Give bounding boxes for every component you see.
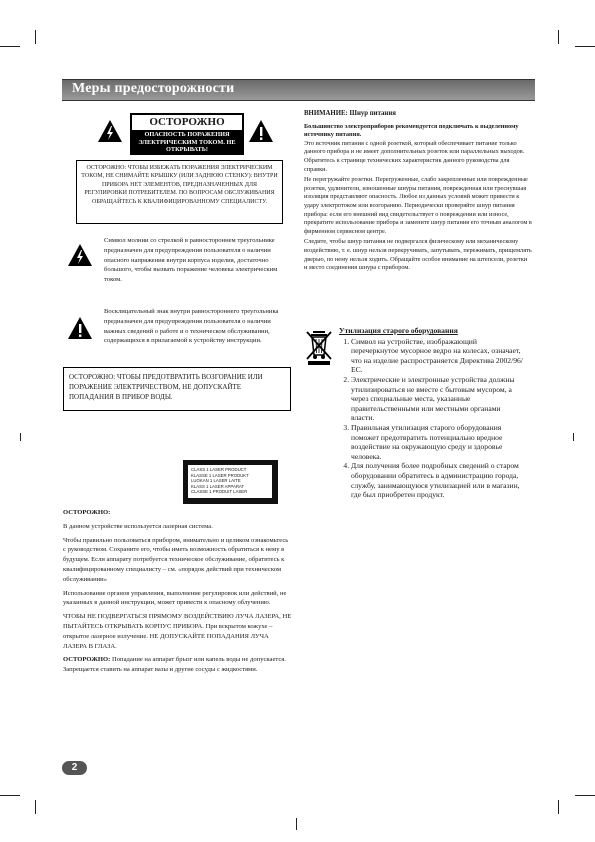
laser-liquid-warning-text: Попадание на аппарат брызг или капель воды не допускается. Запрещается ставить на аппарат вазы и другие сосуды с жидкостями.: [63, 656, 286, 674]
page-number: 2: [62, 761, 87, 775]
crop-mark: [575, 795, 595, 796]
caution-label-box: [130, 113, 244, 155]
laser-heading: ОСТОРОЖНО:: [63, 509, 111, 516]
laser-label-line: KLASSE 1 LASER PRODUKT: [191, 472, 249, 478]
crop-mark: [575, 46, 595, 47]
crop-mark: [296, 818, 297, 830]
crop-mark: [558, 30, 559, 44]
exclamation-warning-icon: [248, 119, 274, 143]
laser-liquid-warning: [63, 655, 292, 675]
laser-section: [63, 508, 292, 675]
list-item: 4. Для получения более подробных сведений о старом оборудовании обратитесь в администрацию города, службу, занимающуюся утилизацией или в магазин, где был приобретен продукт.: [351, 461, 524, 499]
power-lead: Большинство электроприборов рекомендуется подключать к выделенному источнику питания.: [304, 122, 519, 139]
power-heading: ВНИМАНИЕ: Шнур питания: [304, 110, 396, 117]
crossed-bin-icon: [305, 328, 333, 366]
power-paragraph: Следите, чтобы шнур питания не подвергался физическому или механическому воздействию, т. е. шнур нельзя перекручивать, запутывать, пережимать, прищемлять дверью, по нему нельзя ходить. Обращайте особое внимание на штепсели, розетки и место соединения шнура с прибором.: [304, 238, 532, 272]
laser-paragraph: В данном устройстве используется лазерная система.: [63, 522, 213, 530]
fire-warning-text: ОСТОРОЖНО: ЧТОБЫ ПРЕДОТВРАТИТЬ ВОЗГОРАНИЕ ИЛИ ПОРАЖЕНИЕ ЭЛЕКТРИЧЕСТВОМ, НЕ ДОПУСКАЙТЕ ПОПАДАНИЯ В ПРИБОР ВОДЫ.: [69, 373, 263, 401]
page-title: Меры предосторожности: [72, 81, 235, 96]
list-item: 2. Электрические и электронные устройства должны утилизироваться не вместе с бытовым мусором, а через специальные места, указанные правительственными или местными органами власти.: [351, 375, 524, 423]
disposal-list: [339, 337, 524, 500]
lightning-warning-icon: [97, 119, 123, 143]
laser-class-label: [183, 460, 278, 504]
disposal-heading: Утилизация старого оборудования: [339, 326, 458, 335]
laser-label-line: CLASSE 1 PRODUIT LASER: [191, 489, 248, 494]
laser-label-line: KLASS 1 LASER APPARAT: [191, 483, 245, 489]
caution-notice-box: [76, 160, 283, 224]
exclamation-warning-icon: [67, 316, 93, 340]
caution-subtitle: ОПАСНОСТЬ ПОРАЖЕНИЯ ЭЛЕКТРИЧЕСКИМ ТОКОМ. НЕ ОТКРЫВАТЬ!: [138, 131, 236, 153]
exclamation-symbol-description: Восклицательный знак внутри равностороннего треугольника предназначен для предупреждения пользователя о наличии важных сведений о работе и о техническом обслуживании, содержащихся в прилагаемой к устройству инструкции.: [104, 308, 279, 345]
caution-title: ОСТОРОЖНО: [132, 115, 242, 130]
crop-mark: [0, 46, 20, 47]
section-header-bar: [62, 79, 535, 101]
list-item: 3. Правильная утилизация старого оборудования поможет предотвратить потенциально вредное воздействие на окружающую среду и здоровье человека.: [351, 423, 524, 461]
list-item: 1. Символ на устройстве, изображающий перечеркнутое мусорное ведро на колесах, означает, что на изделие распространяется Директива 2002/96/ЕС.: [351, 337, 524, 375]
laser-paragraph: Использование органов управления, выполнение регулировок или действий, не указанных в данной инструкции, может привести к опасному облучению.: [63, 589, 287, 607]
laser-label-line: LUOKAN 1 LASER LAITE: [191, 478, 241, 483]
disposal-section: [339, 326, 524, 500]
crop-mark: [35, 30, 36, 44]
crop-mark: [0, 795, 20, 796]
crop-mark: [35, 800, 36, 814]
crop-mark: [573, 433, 574, 441]
laser-paragraph: ЧТОБЫ НЕ ПОДВЕРГАТЬСЯ ПРЯМОМУ ВОЗДЕЙСТВИЮ ЛУЧА ЛАЗЕРА, НЕ ПЫТАЙТЕСЬ ОТКРЫВАТЬ КОРПУС ПРИБОРА. При вскрытом кожухе – открытое лазерное излучение. НЕ ДОПУСКАЙТЕ ПОПАДАНИЯ ЛУЧА ЛАЗЕРА В ГЛАЗА.: [63, 613, 292, 650]
power-paragraph: Это источник питания с одной розеткой, который обеспечивает питание только данного прибора и не имеет дополнительных розеток или параллельных выходов. Обратитесь к странице технических характеристик данного руководства для справки.: [304, 139, 525, 173]
crop-mark: [20, 433, 21, 441]
laser-label-line: CLASS 1 LASER PRODUCT: [191, 467, 247, 472]
power-paragraph: Не перегружайте розетки. Перегруженные, слабо закрепленные или поврежденные розетки, удлинители, изношенные шнуры питания, поврежденная или треснувшая изоляция представляют опасность. Любое из данных условий может привести к удару электротоком или возгоранию. Периодически проверяйте шнур питания прибора: если его внешний вид свидетельствует о повреждении или износе, прекратите использование прибора и замените шнур питания его точным аналогом в фирменном сервисном центре.: [304, 176, 532, 235]
lightning-warning-icon: [67, 243, 93, 267]
laser-label-inner: [188, 465, 272, 498]
caution-notice-text: ОСТОРОЖНО: ЧТОБЫ ИЗБЕЖАТЬ ПОРАЖЕНИЯ ЭЛЕКТРИЧЕСКИМ ТОКОМ, НЕ СНИМАЙТЕ КРЫШКУ (ИЛИ ЗАДНЮЮ СТЕНКУ): ВНУТРИ ПРИБОРА НЕТ ЭЛЕМЕНТОВ, ПРЕДНАЗНАЧЕННЫХ ДЛЯ РЕГУЛИРОВКИ ПОТРЕБИТЕЛЕМ. ПО ВОПРОСАМ ОБСЛУЖИВАНИЯ ОБРАЩАЙТЕСЬ К КВАЛИФИЦИРОВАННОМУ СПЕЦИАЛИСТУ.: [81, 165, 278, 205]
laser-paragraph: Чтобы правильно пользоваться прибором, внимательно и целиком ознакомьтесь с руководством. Сохраните его, чтобы иметь возможность обратиться к нему в будущем. Если аппарату потребуется техническое обслуживание, обратитесь к квалифицированному специалисту – см. «порядок действий при техническом обслуживании»: [63, 536, 289, 583]
laser-liquid-warning-label: ОСТОРОЖНО:: [63, 656, 111, 664]
power-cord-section: [304, 110, 532, 273]
lightning-symbol-description: Символ молнии со стрелкой в равностороннем треугольнике предназначен для предупреждения пользователя о наличии опасного напряжения внутри корпуса изделия, достаточно большого, чтобы вызвать поражение человека электрическим током.: [104, 237, 278, 284]
crop-mark: [558, 800, 559, 814]
fire-warning-box: [63, 367, 291, 411]
